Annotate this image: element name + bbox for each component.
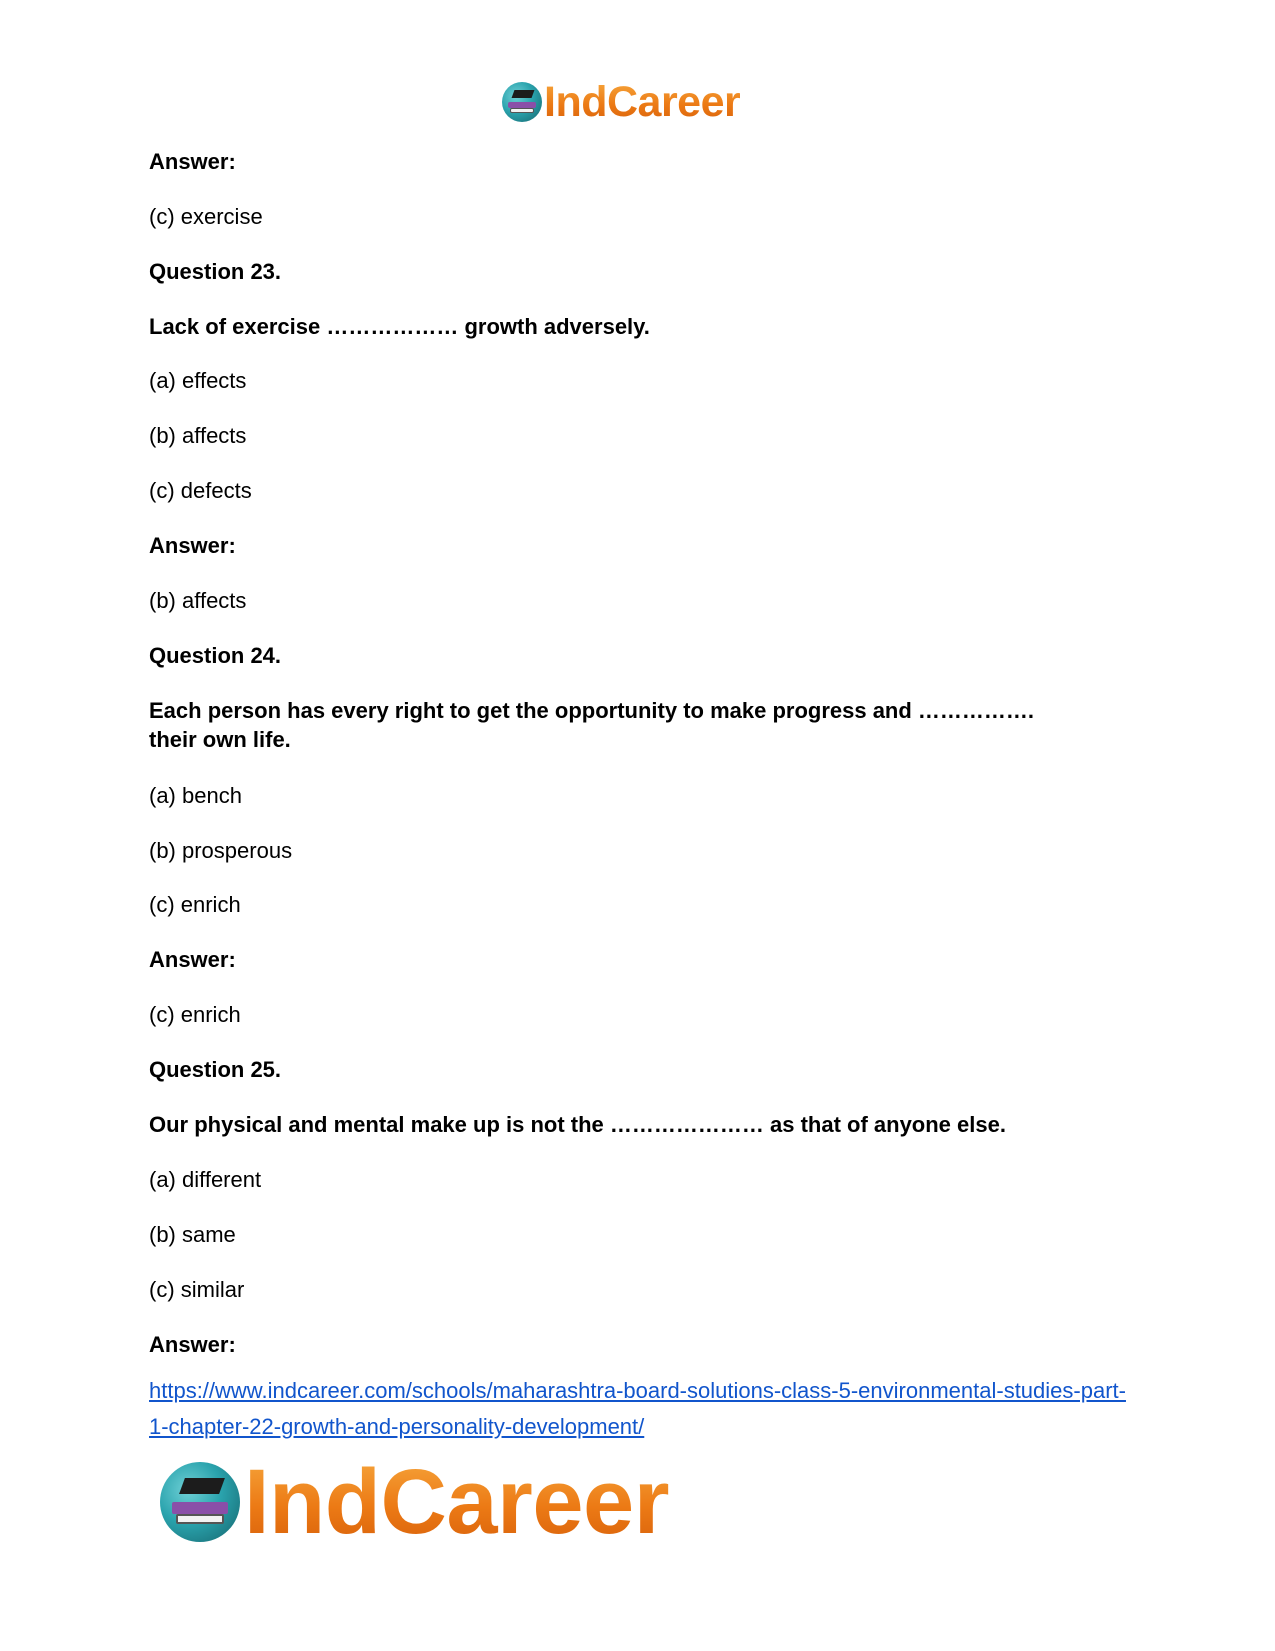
answer-label: Answer: — [149, 947, 236, 972]
option-b: (b) same — [149, 1222, 236, 1247]
footer-logo — [160, 1451, 669, 1553]
header-logo — [502, 77, 741, 126]
graduation-globe-icon — [502, 82, 542, 122]
answer-label: Answer: — [149, 149, 236, 174]
question-text: Each person has every right to get the opportunity to make progress and ……………. their own life. — [149, 698, 1035, 752]
source-link[interactable]: https://www.indcareer.com/schools/maharashtra-board-solutions-class-5-environmental-studies-part-1-chapter-22-growth-and-personality-development/ — [149, 1378, 1126, 1439]
question-title: Question 24. — [149, 643, 282, 668]
question-title: Question 25. — [149, 1057, 282, 1082]
answer-text: (c) enrich — [149, 1002, 241, 1027]
answer-text: (b) affects — [149, 588, 247, 613]
header-logo-text: IndCareer — [544, 77, 741, 126]
option-a: (a) bench — [149, 783, 242, 808]
option-a: (a) different — [149, 1167, 262, 1192]
question-title: Question 23. — [149, 259, 282, 284]
question-text: Our physical and mental make up is not the ………………… as that of anyone else. — [149, 1112, 1006, 1137]
answer-label: Answer: — [149, 1332, 236, 1357]
option-b: (b) prosperous — [149, 838, 293, 863]
answer-text: (c) exercise — [149, 204, 263, 229]
option-c: (c) similar — [149, 1277, 245, 1302]
option-b: (b) affects — [149, 423, 247, 448]
question-text: Lack of exercise ……………… growth adversely. — [149, 314, 650, 339]
answer-label: Answer: — [149, 533, 236, 558]
option-a: (a) effects — [149, 368, 247, 393]
option-c: (c) defects — [149, 478, 252, 503]
footer-logo-text: IndCareer — [244, 1451, 669, 1553]
graduation-globe-icon — [160, 1462, 240, 1542]
option-c: (c) enrich — [149, 892, 241, 917]
